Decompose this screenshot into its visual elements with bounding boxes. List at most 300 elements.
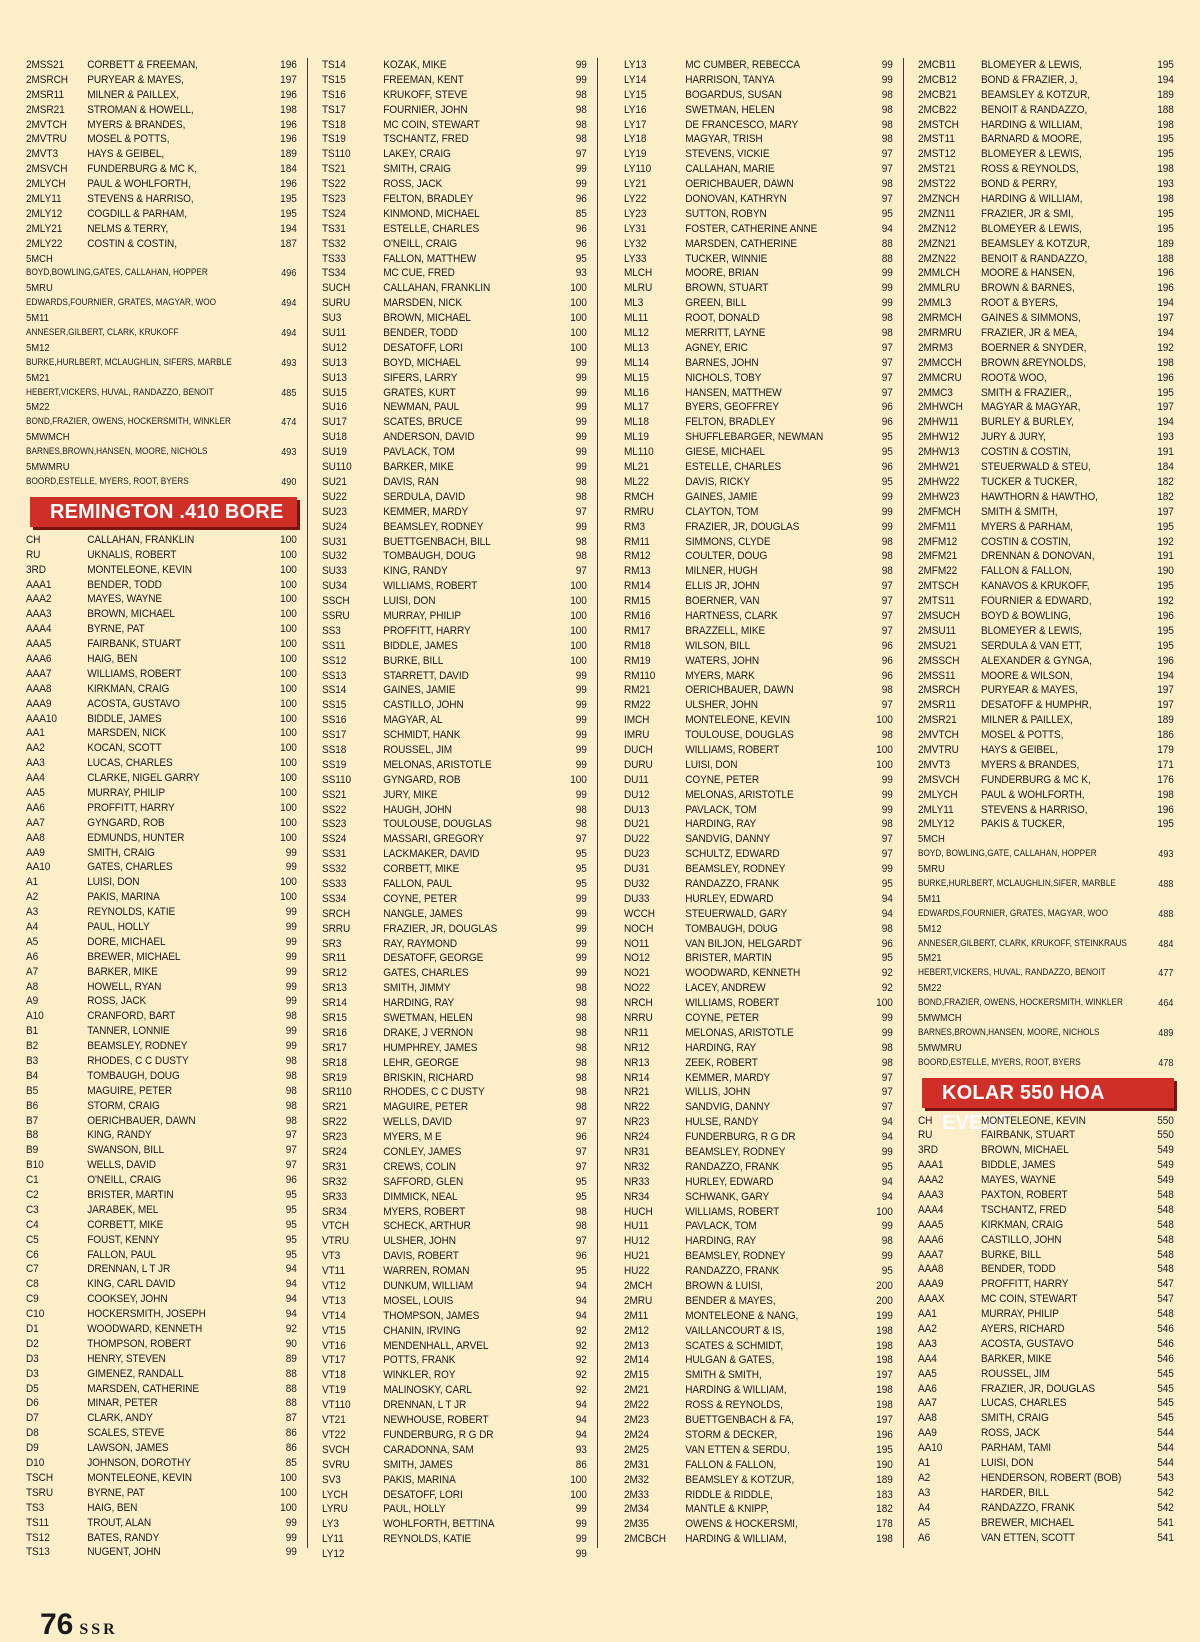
score: 97	[575, 1160, 587, 1173]
class-code: 2M21	[624, 1384, 649, 1397]
class-code: SR33	[322, 1190, 347, 1203]
class-code: RM13	[624, 565, 651, 578]
result-row	[624, 505, 893, 520]
score: 100	[280, 772, 297, 785]
class-code: 2MSUCH	[918, 609, 960, 622]
result-row	[322, 147, 587, 162]
shooter-name: RIDDLE & RIDDLE,	[685, 1488, 773, 1501]
class-code: B9	[26, 1144, 39, 1157]
score: 98	[575, 1101, 587, 1114]
result-row	[322, 88, 587, 103]
class-code: SU15	[322, 386, 347, 399]
class-code: SS31	[322, 848, 347, 861]
shooter-name: KOZAK, MIKE	[383, 59, 447, 71]
result-row	[624, 475, 893, 490]
shooter-name: RANDAZZO, FRANK	[685, 877, 779, 890]
class-code: B2	[26, 1040, 39, 1053]
class-code: 2M11	[624, 1309, 649, 1322]
shooter-name: HANSEN, MATTHEW	[685, 386, 782, 399]
result-row	[322, 326, 587, 341]
score: 95	[881, 1160, 893, 1173]
class-code: MLRU	[624, 282, 653, 295]
result-row	[26, 831, 297, 846]
result-row	[918, 1188, 1174, 1203]
score: 98	[575, 88, 587, 101]
result-row	[624, 147, 893, 162]
shooter-name: STROMAN & HOWELL,	[87, 103, 194, 116]
result-row	[918, 177, 1174, 192]
class-code: TS11	[26, 1516, 49, 1529]
class-code: ML22	[624, 475, 649, 488]
class-code: SV3	[322, 1473, 341, 1486]
class-code: VT19	[322, 1384, 346, 1397]
class-code: TS23	[322, 193, 346, 206]
result-row	[624, 1383, 893, 1398]
team-members-row	[918, 996, 1173, 1011]
result-row	[918, 1531, 1174, 1546]
class-code: HU21	[624, 1250, 650, 1263]
class-code: RM18	[624, 639, 651, 652]
class-code: TS17	[322, 103, 346, 116]
result-row	[26, 1054, 297, 1069]
shooter-name: BLOMEYER & LEWIS,	[981, 624, 1082, 637]
score: 100	[570, 624, 587, 637]
class-code: NR11	[624, 1026, 649, 1039]
class-code: 2MHW21	[918, 461, 960, 474]
result-row	[918, 1352, 1174, 1367]
class-code: SS33	[322, 877, 347, 890]
class-code: AA8	[918, 1412, 937, 1425]
team-score: 464	[1158, 997, 1174, 1010]
score: 94	[285, 1278, 297, 1291]
result-row	[26, 103, 297, 118]
shooter-name: TSCHANTZ, FRED	[981, 1203, 1067, 1216]
result-row	[918, 1158, 1174, 1173]
class-code: A5	[918, 1516, 931, 1529]
class-code: SU11	[322, 327, 347, 340]
result-row	[322, 430, 587, 445]
shooter-name: HENRY, STEVEN	[87, 1352, 166, 1365]
result-row	[26, 816, 297, 831]
score: 92	[575, 1324, 587, 1337]
score: 100	[570, 341, 587, 354]
shooter-name: FELTON, BRADLEY	[383, 193, 474, 206]
score: 94	[575, 1309, 587, 1322]
class-code: VTCH	[322, 1220, 350, 1233]
class-code: AA1	[918, 1308, 937, 1321]
score: 100	[570, 312, 587, 325]
score: 98	[575, 133, 587, 146]
class-code: AAA4	[26, 623, 52, 636]
result-row	[26, 1099, 297, 1114]
result-row	[918, 58, 1174, 73]
shooter-name: HURLEY, EDWARD	[685, 1175, 774, 1188]
class-code: 2M33	[624, 1488, 649, 1501]
score: 99	[881, 73, 893, 86]
result-row	[918, 1516, 1174, 1531]
score: 198	[280, 103, 297, 116]
score: 95	[285, 1203, 297, 1216]
shooter-name: AGNEY, ERIC	[685, 341, 748, 354]
score: 195	[1157, 386, 1174, 399]
class-code: 2MMLCH	[918, 267, 960, 280]
shooter-name: CORBETT, MIKE	[87, 1218, 164, 1231]
result-row	[624, 728, 893, 743]
class-code: 2M12	[624, 1324, 649, 1337]
class-code: AAA7	[26, 667, 52, 680]
result-row	[624, 535, 893, 550]
score: 179	[1157, 743, 1174, 756]
result-row	[322, 1398, 587, 1413]
result-row	[26, 950, 297, 965]
class-code: SR21	[322, 1101, 347, 1114]
score: 546	[1157, 1352, 1174, 1365]
result-row	[918, 1337, 1174, 1352]
result-row	[26, 563, 297, 578]
shooter-name: GAINES & SIMMONS,	[981, 312, 1081, 325]
shooter-name: PAUL, HOLLY	[87, 920, 150, 933]
score: 92	[881, 967, 893, 980]
score: 191	[1157, 446, 1174, 459]
shooter-name: PAUL, HOLLY	[383, 1503, 446, 1516]
result-row	[624, 88, 893, 103]
class-code: A2	[918, 1471, 931, 1484]
result-row	[322, 207, 587, 222]
score: 95	[881, 446, 893, 459]
score: 94	[575, 1428, 587, 1441]
result-row	[918, 475, 1174, 490]
score: 548	[1157, 1263, 1174, 1276]
score: 99	[881, 788, 893, 801]
result-row	[918, 311, 1174, 326]
class-code: 2MLYCH	[26, 178, 66, 191]
shooter-name: GAINES, JAMIE	[383, 684, 456, 697]
shooter-name: TANNER, LONNIE	[87, 1025, 170, 1038]
class-code: ML18	[624, 416, 649, 429]
shooter-name: KEMMER, MARDY	[685, 1071, 771, 1084]
shooter-name: FELTON, BRADLEY	[685, 416, 776, 429]
shooter-name: BROWN, STUART	[685, 282, 769, 295]
team-class-code: 5MRU	[918, 863, 945, 876]
class-code: DU11	[624, 773, 649, 786]
team-members-row	[918, 937, 1173, 952]
shooter-name: KANAVOS & KRUKOFF,	[981, 580, 1090, 593]
result-row	[624, 564, 893, 579]
score: 97	[881, 1101, 893, 1114]
result-row	[26, 1471, 297, 1486]
class-code: D3	[26, 1352, 39, 1365]
shooter-name: LAWSON, JAMES	[87, 1442, 169, 1455]
shooter-name: FALLON & FALLON,	[981, 565, 1072, 578]
team-score: 474	[281, 416, 297, 429]
shooter-name: HARDING, RAY	[383, 997, 455, 1010]
class-code: B6	[26, 1099, 39, 1112]
result-row	[322, 1294, 587, 1309]
score: 96	[881, 937, 893, 950]
result-row	[624, 922, 893, 937]
class-code: C9	[26, 1293, 39, 1306]
score: 190	[1157, 565, 1174, 578]
shooter-name: DUNKUM, WILLIAM	[383, 1280, 474, 1293]
score: 100	[876, 1205, 893, 1218]
result-row	[322, 1249, 587, 1264]
score: 99	[575, 1548, 587, 1561]
score: 550	[1157, 1114, 1174, 1127]
score: 197	[1157, 401, 1174, 414]
class-code: C7	[26, 1263, 39, 1276]
shooter-name: MONTELEONE, KEVIN	[685, 714, 790, 727]
class-code: AAAX	[918, 1293, 945, 1306]
shooter-name: PAXTON, ROBERT	[981, 1189, 1068, 1202]
class-code: AA4	[918, 1352, 937, 1365]
result-row	[26, 756, 297, 771]
shooter-name: SCATES & SCHMIDT,	[685, 1339, 784, 1352]
shooter-name: O'NEILL, CRAIG	[87, 1174, 162, 1187]
result-row	[322, 1085, 587, 1100]
team-members-row	[26, 386, 296, 401]
result-row	[322, 266, 587, 281]
result-row	[624, 1219, 893, 1234]
class-code: VT15	[322, 1324, 346, 1337]
class-code: DU32	[624, 877, 650, 890]
shooter-name: CHANIN, IRVING	[383, 1324, 461, 1337]
class-code: 2MRMCH	[918, 312, 962, 325]
shooter-name: UKNALIS, ROBERT	[87, 548, 177, 561]
result-row	[918, 1486, 1174, 1501]
shooter-name: SMITH, CRAIG	[87, 846, 155, 859]
class-code: 2MTS11	[918, 595, 955, 608]
class-code: 2MSU11	[918, 624, 956, 637]
result-row	[322, 1234, 587, 1249]
score: 100	[280, 563, 297, 576]
shooter-name: PARHAM, TAMI	[981, 1442, 1051, 1455]
result-row	[26, 1322, 297, 1337]
shooter-name: MYERS, ROBERT	[383, 1205, 466, 1218]
score: 94	[881, 907, 893, 920]
shooter-name: ROSS & REYNOLDS,	[981, 163, 1079, 176]
class-code: NO21	[624, 967, 650, 980]
result-row	[624, 743, 893, 758]
class-code: 2MSR21	[918, 714, 957, 727]
class-code: NR34	[624, 1190, 650, 1203]
score: 100	[280, 801, 297, 814]
event-banner: KOLAR 550 HOA EVENT	[922, 1078, 1174, 1108]
score: 86	[285, 1427, 297, 1440]
result-row	[26, 1486, 297, 1501]
result-row	[918, 237, 1174, 252]
score: 94	[881, 892, 893, 905]
result-row	[918, 1292, 1174, 1307]
shooter-name: BENOIT & RANDAZZO,	[981, 103, 1088, 116]
shooter-name: CARADONNA, SAM	[383, 1443, 474, 1456]
result-row	[918, 1248, 1174, 1263]
score: 182	[1157, 490, 1174, 503]
score: 183	[876, 1488, 893, 1501]
team-entry	[918, 951, 1174, 981]
shooter-name: BENOIT & RANDAZZO,	[981, 252, 1088, 265]
result-row	[624, 996, 893, 1011]
class-code: LY19	[624, 148, 647, 161]
shooter-name: GAINES, JAMIE	[685, 490, 758, 503]
shooter-name: MYERS & BRANDES,	[981, 758, 1080, 771]
class-code: 2MHW11	[918, 416, 959, 429]
result-row	[918, 817, 1174, 832]
result-row	[918, 1203, 1174, 1218]
result-row	[26, 607, 297, 622]
shooter-name: BEAMSLEY, RODNEY	[87, 1040, 188, 1053]
result-row	[26, 905, 297, 920]
score: 99	[575, 1518, 587, 1531]
score: 100	[876, 758, 893, 771]
class-code: 2MST11	[918, 133, 955, 146]
shooter-name: WILLIAMS, ROBERT	[685, 1205, 780, 1218]
shooter-name: SHUFFLEBARGER, NEWMAN	[685, 431, 824, 444]
result-row	[26, 622, 297, 637]
shooter-name: BLOMEYER & LEWIS,	[981, 148, 1082, 161]
class-code: 2M25	[624, 1443, 649, 1456]
shooter-name: SMITH, JAMES	[383, 1458, 453, 1471]
class-code: 2MSR11	[918, 699, 956, 712]
score: 545	[1157, 1382, 1174, 1395]
result-row	[322, 1264, 587, 1279]
shooter-name: HULGAN & GATES,	[685, 1354, 775, 1367]
shooter-name: LUCAS, CHARLES	[87, 757, 173, 770]
result-row	[624, 237, 893, 252]
class-code: D9	[26, 1442, 39, 1455]
shooter-name: DRENNAN & DONOVAN,	[981, 550, 1095, 563]
shooter-name: DESATOFF & HUMPHR,	[981, 699, 1092, 712]
score: 195	[1157, 624, 1174, 637]
score: 182	[1157, 475, 1174, 488]
class-code: CH	[918, 1114, 933, 1127]
result-row	[322, 654, 587, 669]
class-code: AA2	[26, 742, 45, 755]
shooter-name: TSCHANTZ, FRED	[383, 133, 469, 146]
class-code: WCCH	[624, 907, 655, 920]
result-row	[624, 1324, 893, 1339]
class-code: 2M13	[624, 1339, 649, 1352]
result-row	[624, 58, 893, 73]
shooter-name: HARDING, RAY	[685, 818, 757, 831]
score: 99	[575, 758, 587, 771]
shooter-name: HURLEY, EDWARD	[685, 892, 774, 905]
class-code: A10	[26, 1010, 44, 1023]
class-code: SR23	[322, 1131, 347, 1144]
result-row	[918, 579, 1174, 594]
shooter-name: PAKIS, MARINA	[383, 1473, 456, 1486]
class-code: LY16	[624, 103, 647, 116]
shooter-name: BEAMSLEY, RODNEY	[685, 863, 786, 876]
shooter-name: BYRNE, PAT	[87, 623, 145, 636]
shooter-name: SMITH & FRAZIER,,	[981, 386, 1072, 399]
score: 99	[575, 356, 587, 369]
team-members-row	[918, 907, 1173, 922]
class-code: 2MSTCH	[918, 118, 959, 131]
shooter-name: WELLS, DAVID	[87, 1159, 156, 1172]
class-code: 3RD	[918, 1144, 938, 1157]
class-code: TS14	[322, 59, 346, 71]
result-row	[918, 803, 1174, 818]
class-code: 2MST21	[918, 163, 956, 176]
class-code: TS21	[322, 163, 346, 176]
score: 99	[881, 59, 893, 71]
shooter-name: MILNER & PAILLEX,	[981, 714, 1073, 727]
class-code: SS3	[322, 624, 341, 637]
score: 99	[575, 743, 587, 756]
score: 99	[881, 863, 893, 876]
team-members: BURKE,HURLBERT, MCLAUGHLIN, SIFERS, MARBLE	[26, 356, 232, 368]
shooter-name: PAKIS & TUCKER,	[981, 818, 1065, 831]
shooter-name: DRAKE, J VERNON	[383, 1026, 474, 1039]
class-code: A6	[918, 1531, 931, 1544]
score: 100	[876, 997, 893, 1010]
score: 99	[285, 995, 297, 1008]
score: 87	[285, 1412, 297, 1425]
result-row	[624, 1145, 893, 1160]
class-code: AA9	[26, 846, 45, 859]
score: 97	[285, 1159, 297, 1172]
shooter-name: MYERS & PARHAM,	[981, 520, 1073, 533]
class-code: SS14	[322, 684, 347, 697]
score: 197	[1157, 312, 1174, 325]
result-row	[624, 132, 893, 147]
event-banner: REMINGTON .410 BORE	[30, 497, 297, 527]
shooter-name: COYNE, PETER	[383, 892, 458, 905]
result-row	[26, 1382, 297, 1397]
class-code: 2MCB22	[918, 103, 957, 116]
class-code: AAA1	[26, 578, 52, 591]
score: 176	[1157, 773, 1174, 786]
result-row	[26, 667, 297, 682]
result-row	[322, 549, 587, 564]
score: 100	[570, 639, 587, 652]
score: 98	[881, 312, 893, 325]
class-code: ML11	[624, 312, 649, 325]
result-row	[322, 981, 587, 996]
score: 99	[285, 980, 297, 993]
result-row	[624, 1353, 893, 1368]
result-row	[26, 1277, 297, 1292]
shooter-name: STORM & DECKER,	[685, 1428, 778, 1441]
class-code: LY3	[322, 1518, 339, 1531]
result-row	[26, 1545, 297, 1560]
shooter-name: ROSS & REYNOLDS,	[685, 1399, 783, 1412]
class-code: IMRU	[624, 729, 650, 742]
result-row	[624, 1041, 893, 1056]
score: 199	[876, 1309, 893, 1322]
shooter-name: FAIRBANK, STUART	[87, 638, 182, 651]
shooter-name: CORBETT, MIKE	[383, 863, 460, 876]
class-code: SU32	[322, 550, 347, 563]
result-row	[26, 88, 297, 103]
class-code: VT11	[322, 1265, 345, 1278]
shooter-name: MC COIN, STEWART	[383, 118, 480, 131]
result-row	[624, 683, 893, 698]
class-code: 2MVTRU	[26, 133, 67, 146]
score: 99	[575, 520, 587, 533]
score: 99	[575, 907, 587, 920]
shooter-name: ESTELLE, CHARLES	[383, 222, 480, 235]
shooter-name: LUISI, DON	[981, 1457, 1034, 1470]
class-code: IMCH	[624, 714, 650, 727]
team-members-row	[918, 966, 1173, 981]
class-code: A9	[26, 995, 39, 1008]
class-code: ML19	[624, 431, 649, 444]
shooter-name: SWETMAN, HELEN	[383, 1012, 473, 1024]
score: 196	[1157, 654, 1174, 667]
score: 99	[575, 1503, 587, 1516]
score: 88	[881, 237, 893, 250]
